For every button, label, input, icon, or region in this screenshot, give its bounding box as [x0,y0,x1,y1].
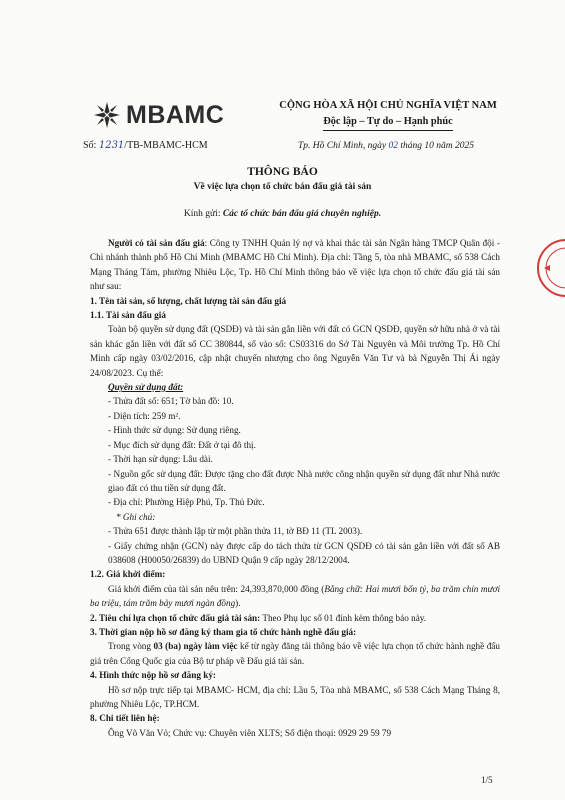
section-3-text-b: kể từ ngày đăng tải thông báo về việc lựa chọn tổ chức hành nghề đấu giá trên Cổng Quốc gia của Bộ tư pháp về Đấu giá tài sản. [90,641,500,666]
recipient-label: Kính gửi: [183,209,223,219]
section-3-deadline: 03 (ba) ngày làm việc [153,641,238,652]
nation-motto: Độc lập – Tự do – Hạnh phúc [323,114,452,131]
document-body [90,236,500,740]
note-item: - Giấy chứng nhận (GCN) này được cấp do tách thửa từ GCN QSDĐ có tài sản gắn liền với đất số AB 038608 (H00050/26839) do UBND Quận 9 cấp ngày 28/12/2004. [108,540,500,565]
price-in-words: Bằng chữ: Hai mươi bốn tỷ, ba trăm chín mươi ba triệu, tám trăm bảy mươi ngàn đồng [90,583,500,609]
recipient-line [0,209,565,219]
red-stamp-icon [536,228,565,308]
section-4-heading: 4. Hình thức nộp hồ sơ đăng ký: [90,670,216,681]
mbamc-logo [92,95,242,135]
price-text: Giá khởi điểm của tài sản nêu trên: 24,393,870,000 đồng ( [108,583,325,594]
section-1-2-heading: 1.2. Giá khởi điểm: [90,569,166,580]
list-item: - Diện tích: 259 m². [108,410,181,421]
list-item: - Địa chỉ: Phường Hiệp Phú, Tp. Thủ Đức. [108,497,265,508]
note-label: * Ghi chú: [116,511,156,522]
list-item: - Hình thức sử dụng: Sử dụng riêng. [108,425,241,436]
document-number [83,140,208,151]
owner-paragraph [90,236,500,294]
owner-label: Người có tài sản đấu giá [108,238,205,248]
list-item: - Mục đích sử dụng đất: Đất ở tại đô thị. [108,439,256,450]
section-1-1-heading: 1.1. Tài sản đấu giá [90,310,166,321]
note-item: - Thửa 651 được thành lập từ một phần thửa 11, tờ BĐ 11 (TL 2003). [108,526,363,537]
document-subtitle: Về việc lựa chọn tổ chức bán đấu giá tài sản [193,182,372,192]
owner-text: : Công ty TNHH Quản lý nợ và khai thác tài sản Ngân hàng TMCP Quân đội - Chi nhánh thành phố Hồ Chí Minh (MBAMC Hồ Chí Minh). Địa chỉ: Tầng 5, tòa nhà MBAMC, số 538 Cách Mạng Tháng Tám, phường Nhiêu Lộc, Tp. Hồ Chí Minh thông báo về việc lựa chọn tổ chức đấu giá tài sản như sau: [90,238,500,292]
section-contact-heading: 8. Chi tiết liên hệ: [90,713,160,724]
logo-text: MBAMC [126,100,225,129]
docno-suffix: /TB-MBAMC-HCM [124,140,208,151]
place-date [298,141,474,151]
section-3-text [90,639,500,668]
page-number: 1/5 [481,775,493,785]
section-1-heading: 1. Tên tài sản, số lượng, chất lượng tài sản đấu giá [90,295,287,306]
docno-prefix: Số: [83,140,99,151]
nation-title: CỘNG HÒA XÃ HỘI CHỦ NGHĨA VIỆT NAM [279,100,497,111]
national-header [278,98,498,131]
qsdd-label: Quyền sử dụng đất: [108,382,184,393]
recipient-value: Các tổ chức bán đấu giá chuyên nghiệp. [222,209,382,219]
list-item: - Nguồn gốc sử dụng đất: Được tặng cho đất được Nhà nước công nhận quyền sử dụng đất như Nhà nước giao đất có thu tiền sử dụng đất. [108,468,500,493]
document-title: THÔNG BÁO [247,166,318,178]
section-1-2-text [90,582,500,611]
section-1-1-text: Toàn bộ quyền sử dụng đất (QSDĐ) và tài sản gắn liền với đất có GCN QSDĐ, quyền sở hữu nhà ở và tài sản khác gắn liền với đất số CC 380844, số vào sổ: CS03316 do Sở Tài Nguyên và Môi trường Tp. Hồ Chí Minh cấp ngày 03/02/2016, cập nhật chuyển nhượng cho ông Nguyễn Văn Tư và bà Nguyễn Thị Ái ngày 24/08/2023. Cụ thể: [90,324,500,378]
section-4-text: Hồ sơ nộp trực tiếp tại MBAMC- HCM, địa chỉ: Lầu 5, Tòa nhà MBAMC, số 538 Cách Mạng Tháng 8, phường Nhiêu Lộc, TP.HCM. [90,684,500,709]
date-handwritten: 02 [388,141,399,151]
section-2-heading: 2. Tiêu chí lựa chọn tổ chức đấu giá tài sản: [90,612,261,623]
list-item: - Thửa đất số: 651; Tờ bản đồ: 10. [108,396,234,407]
section-2-text: Theo Phụ lục số 01 đính kèm thông báo này. [260,612,427,623]
place-prefix: Tp. Hồ Chí Minh, ngày [298,141,389,151]
price-end: ). [235,598,241,609]
section-2 [90,611,500,625]
docno-handwritten: 1231 [98,140,125,151]
contact-text: Ông Võ Văn Vỏ; Chức vụ: Chuyên viên XLTS; Số điện thoại: 0929 29 59 79 [108,727,392,738]
place-suffix: tháng 10 năm 2025 [398,141,475,151]
section-3-text-a: Trong vòng [108,641,154,652]
star-logo-icon [92,100,122,130]
list-item: - Thời hạn sử dụng: Lâu dài. [108,454,213,465]
section-3-heading: 3. Thời gian nộp hồ sơ đăng ký tham gia tổ chức hành nghề đấu giá: [90,626,357,637]
